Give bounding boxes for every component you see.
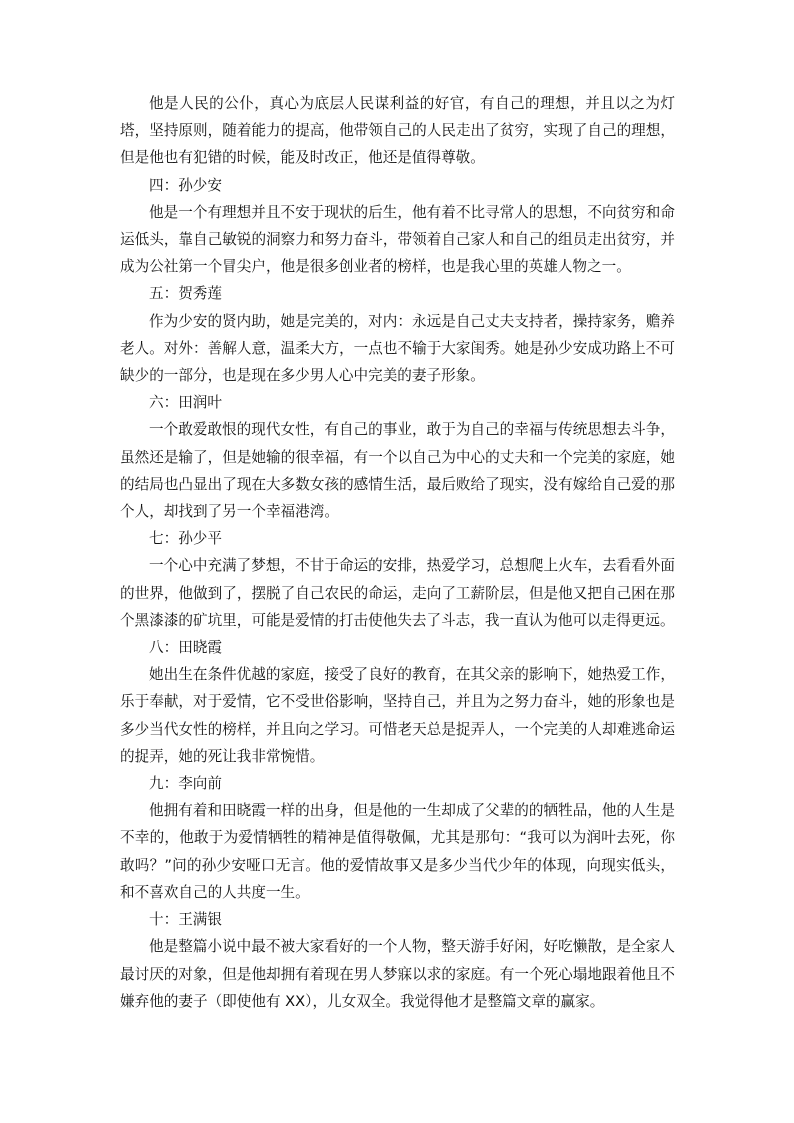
paragraph-sun-shaoping: 一个心中充满了梦想，不甘于命运的安排，热爱学习，总想爬上火车，去看看外面的世界，他做到了，摆脱了自己农民的命运，走向了工薪阶层，但是他又把自己困在那个黑漆漆的矿坑里，可能是爱情的打击使他失去了斗志，我一直认为他可以走得更远。 [120,557,675,629]
heading-tian-xiaoxia: 八：田晓霞 [149,639,222,657]
heading-li-xiangqian: 九：李向前 [149,775,222,793]
paragraph-sun-shaoan: 他是一个有理想并且不安于现状的后生，他有着不比寻常人的思想，不向贫穷和命运低头，靠自己敏锐的洞察力和努力奋斗，带领着自己家人和自己的组员走出贫穷，并成为公社第一个冒尖户，他是很多创业者的榜样，也是我心里的英雄人物之一。 [120,203,675,276]
paragraph-intro-official: 他是人民的公仆，真心为底层人民谋利益的好官，有自己的理想，并且以之为灯塔，坚持原则，随着能力的提高，他带领自己的人民走出了贫穷，实现了自己的理想，但是他也有犯错的时候，能及时改正，他还是值得尊敬。 [120,95,675,167]
heading-sun-shaoping: 七：孙少平 [149,530,222,548]
paragraph-tian-xiaoxia: 她出生在条件优越的家庭，接受了良好的教育，在其父亲的影响下，她热爱工作，乐于奉献，对于爱情，它不受世俗影响，坚持自己，并且为之努力奋斗，她的形象也是多少当代女性的榜样，并且向之学习。可惜老天总是捉弄人，一个完美的人却难逃命运的捉弄，她的死让我非常惋惜。 [120,666,675,765]
paragraph-tian-runye: 一个敢爱敢恨的现代女性，有自己的事业，敢于为自己的幸福与传统思想去斗争，虽然还是输了，但是她输的很幸福，有一个以自己为中心的丈夫和一个完美的家庭，她的结局也凸显出了现在大多数女孩的感情生活，最后败给了现实，没有嫁给自己爱的那个人，却找到了另一个幸福港湾。 [120,421,675,521]
paragraph-wang-manyin: 他是整篇小说中最不被大家看好的一个人物，整天游手好闲，好吃懒散，是全家人最讨厌的对象，但是他却拥有着现在男人梦寐以求的家庭。有一个死心塌地跟着他且不嫌弃他的妻子（即使他有 XX），儿女双全。我觉得他才是整篇文章的赢家。 [120,938,675,1010]
document-body [120,90,675,1015]
heading-sun-shaoan: 四：孙少安 [149,176,222,194]
paragraph-li-xiangqian: 他拥有着和田晓霞一样的出身，但是他的一生却成了父辈的的牺牲品，他的人生是不幸的，他敢于为爱情牺牲的精神是值得敬佩，尤其是那句：“我可以为润叶去死，你敢吗？”问的孙少安哑口无言。他的爱情故事又是多少当代少年的体现，向现实低头，和不喜欢自己的人共度一生。 [120,802,675,901]
heading-he-xiulian: 五：贺秀莲 [149,285,222,303]
heading-wang-manyin: 十：王满银 [149,911,222,929]
paragraph-he-xiulian: 作为少安的贤内助，她是完美的，对内：永远是自己丈夫支持者，操持家务，赡养老人。对外：善解人意，温柔大方，一点也不输于大家闺秀。她是孙少安成功路上不可缺少的一部分，也是现在多少男人心中完美的妻子形象。 [120,312,675,385]
heading-tian-runye: 六：田润叶 [149,394,222,412]
